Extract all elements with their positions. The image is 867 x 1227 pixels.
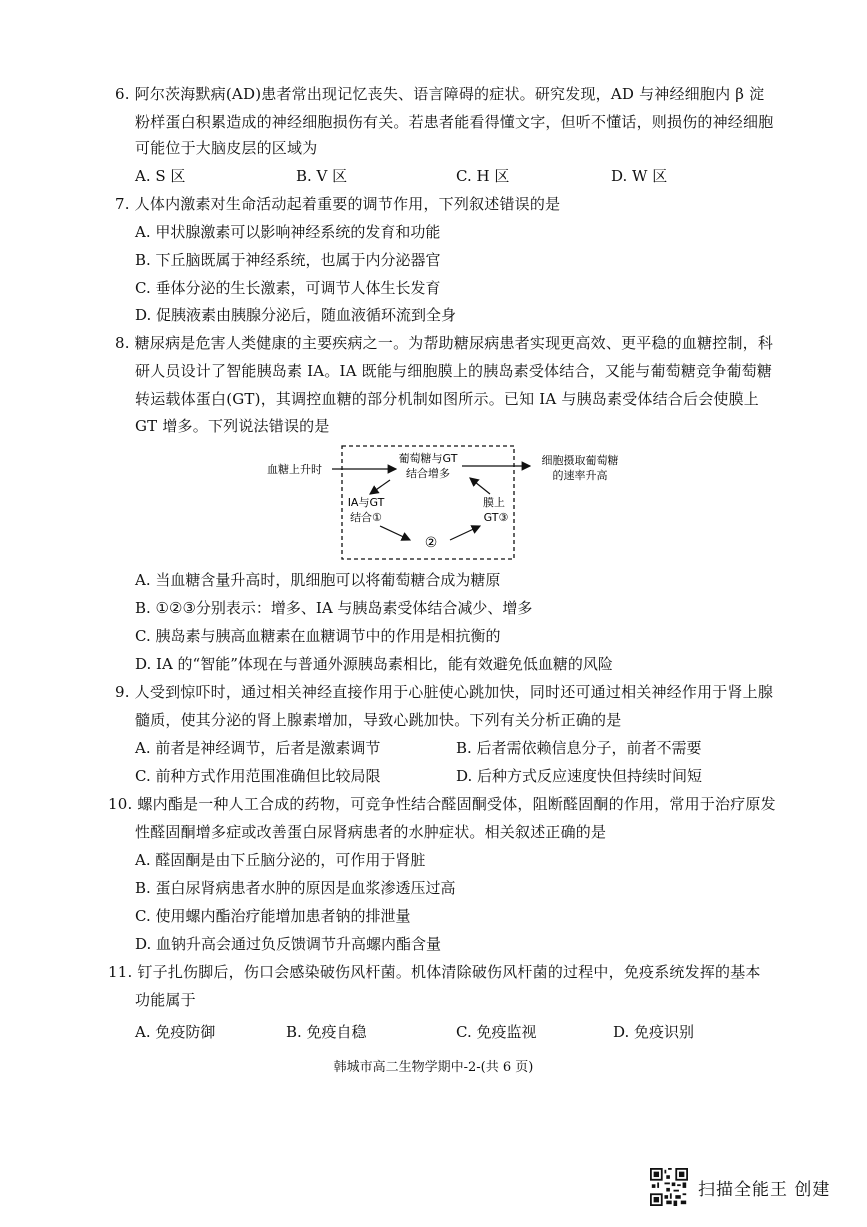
question-7-option-b: B. 下丘脑既属于神经系统，也属于内分泌器官: [135, 251, 441, 269]
question-9-line-1: 9. 人受到惊吓时，通过相关神经直接作用于心脏使心跳加快，同时还可通过相关神经作用于肾上腺: [115, 683, 774, 701]
question-7-option-a: A. 甲状腺激素可以影响神经系统的发育和功能: [135, 223, 441, 241]
question-8-line-3: 转运载体蛋白(GT)，其调控血糖的部分机制如图所示。已知 IA 与胰岛素受体结合后会使膜上: [135, 390, 759, 408]
question-6-line-2: 粉样蛋白积累造成的神经细胞损伤有关。若患者能看得懂文字，但听不懂话，则损伤的神经细胞: [135, 113, 774, 131]
question-7-stem: 7. 人体内激素对生命活动起着重要的调节作用，下列叙述错误的是: [115, 195, 561, 213]
question-6-option-c: C. H 区: [456, 167, 510, 185]
question-11-option-c: C. 免疫监视: [456, 1023, 537, 1041]
diagram-top-label-2: 结合增多: [406, 467, 450, 480]
arrow-bottom-to-right: [450, 526, 480, 540]
question-6-option-a: A. S 区: [135, 167, 186, 185]
diagram-output-label-1: 细胞摄取葡萄糖: [541, 454, 619, 467]
question-8-option-c: C. 胰岛素与胰高血糖素在血糖调节中的作用是相抗衡的: [135, 627, 501, 645]
scanner-watermark-text: 扫描全能王 创建: [698, 1179, 831, 1200]
question-8-option-b: B. ①②③分别表示：增多、IA 与胰岛素受体结合减少、增多: [135, 599, 533, 617]
diagram-output-label-2: 的速率升高: [552, 469, 608, 482]
diagram-right-label-2: GT③: [483, 511, 509, 524]
question-7-option-d: D. 促胰液素由胰腺分泌后，随血液循环流到全身: [135, 306, 457, 324]
question-9-option-b: B. 后者需依赖信息分子，前者不需要: [456, 739, 702, 757]
question-11-line-2: 功能属于: [135, 991, 196, 1009]
diagram-left-label-2: 结合①: [350, 511, 382, 524]
question-8-option-d: D. IA 的“智能”体现在与普通外源胰岛素相比，能有效避免低血糖的风险: [135, 655, 613, 673]
question-9-option-d: D. 后种方式反应速度快但持续时间短: [456, 767, 703, 785]
question-9-option-a: A. 前者是神经调节，后者是激素调节: [135, 739, 381, 757]
question-10-option-c: C. 使用螺内酯治疗能增加患者钠的排泄量: [135, 907, 411, 925]
scanner-watermark: [650, 1168, 830, 1206]
question-10-option-a: A. 醛固酮是由下丘脑分泌的，可作用于肾脏: [135, 851, 426, 869]
question-6-line-3: 可能位于大脑皮层的区域为: [135, 139, 318, 157]
question-11-option-d: D. 免疫识别: [613, 1023, 695, 1041]
diagram-input-label: 血糖上升时: [267, 463, 322, 476]
question-8-option-a: A. 当血糖含量升高时，肌细胞可以将葡萄糖合成为糖原: [135, 571, 501, 589]
glucose-regulation-diagram: [262, 444, 632, 564]
question-8-line-4: GT 增多。下列说法错误的是: [135, 417, 330, 435]
question-7-option-c: C. 垂体分泌的生长激素，可调节人体生长发育: [135, 279, 441, 297]
question-10-option-b: B. 蛋白尿肾病患者水肿的原因是血浆渗透压过高: [135, 879, 456, 897]
question-8-line-1: 8. 糖尿病是危害人类健康的主要疾病之一。为帮助糖尿病患者实现更高效、更平稳的血糖控制，科: [115, 334, 774, 352]
question-10-line-2: 性醛固酮增多症或改善蛋白尿肾病患者的水肿症状。相关叙述正确的是: [135, 823, 607, 841]
diagram-bottom-label: ②: [424, 535, 438, 551]
question-6-line-1: 6. 阿尔茨海默病(AD)患者常出现记忆丧失、语言障碍的症状。研究发现，AD 与神经细胞内 β 淀: [115, 85, 765, 103]
page-footer: 韩城市高二生物学期中-2-(共 6 页): [333, 1060, 534, 1075]
arrow-top-to-left: [370, 480, 390, 494]
arrow-right-to-top: [470, 478, 490, 494]
diagram-left-label-1: IA与GT: [347, 496, 385, 509]
question-11-line-1: 11. 钉子扎伤脚后，伤口会感染破伤风杆菌。机体清除破伤风杆菌的过程中，免疫系统发挥的基本: [108, 963, 761, 981]
question-9-option-c: C. 前种方式作用范围准确但比较局限: [135, 767, 381, 785]
question-6-option-b: B. V 区: [296, 167, 348, 185]
question-11-option-a: A. 免疫防御: [135, 1023, 216, 1041]
arrow-left-to-bottom: [380, 526, 410, 540]
question-6-option-d: D. W 区: [611, 167, 668, 185]
qr-code-icon: [650, 1168, 688, 1206]
question-10-line-1: 10. 螺内酯是一种人工合成的药物，可竞争性结合醛固酮受体，阻断醛固酮的作用，常用于治疗原发: [108, 795, 776, 813]
question-9-line-2: 髓质，使其分泌的肾上腺素增加，导致心跳加快。下列有关分析正确的是: [135, 711, 622, 729]
diagram-top-label-1: 葡萄糖与GT: [398, 452, 458, 465]
question-10-option-d: D. 血钠升高会通过负反馈调节升高螺内酯含量: [135, 935, 442, 953]
question-8-line-2: 研人员设计了智能胰岛素 IA。IA 既能与细胞膜上的胰岛素受体结合，又能与葡萄糖竞争葡萄糖: [135, 362, 773, 380]
question-11-option-b: B. 免疫自稳: [286, 1023, 367, 1041]
diagram-right-label-1: 膜上: [483, 496, 505, 509]
